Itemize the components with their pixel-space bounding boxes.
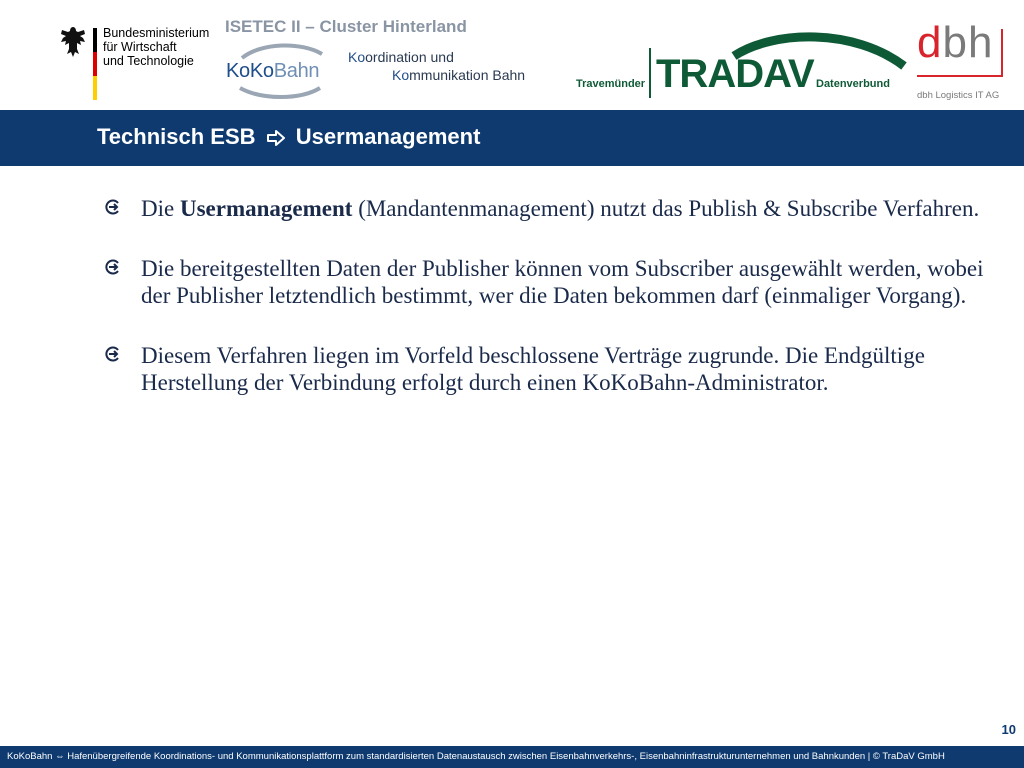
kokobahn-tagline: Koordination und Kommunikation Bahn [348, 49, 526, 83]
circled-arrow-right-icon [105, 259, 121, 275]
page-number: 10 [1001, 722, 1016, 737]
federal-eagle-icon [58, 24, 88, 60]
tradav-name: TRADAV [656, 52, 814, 96]
footer-text: KoKoBahn ⇔ Hafenübergreifende Koordinations- und Kommunikationsplattform zum standardisierten Datenaustausch zwischen Eisenbahnverkehrs-, Eisenbahninfrastrukturunternehmen und Bahnkunden | © TraDaV GmbH [7, 751, 945, 762]
kokobahn-logo: KoKoBahn [222, 40, 337, 100]
slide-body [105, 195, 1000, 429]
bmwi-name: Bundesministerium für Wirtschaft und Technologie [103, 26, 210, 68]
hollow-arrow-right-icon [266, 130, 286, 146]
bullet-item: Die Usermanagement (Mandantenmanagement) nutzt das Publish & Subscribe Verfahren. [105, 195, 1000, 222]
tradav-right-label: Datenverbund [816, 78, 890, 90]
tradav-logo [574, 30, 909, 100]
title-bar [0, 110, 1024, 166]
circled-arrow-right-icon [105, 199, 121, 215]
bullet-item: Diesem Verfahren liegen im Vorfeld beschlossene Verträge zugrunde. Die Endgültige Herstellung der Verbindung erfolgt durch einen KoKoBahn-Administrator. [105, 342, 1000, 396]
bmwi-logo [58, 24, 218, 102]
dbh-subtitle: dbh Logistics IT AG [917, 90, 1000, 101]
bullet-item: Die bereitgestellten Daten der Publisher können vom Subscriber ausgewählt werden, wobei der Publisher letztendlich bestimmt, wer die Daten bekommen darf (einmaliger Vorgang). [105, 255, 1000, 309]
tradav-left-label: Travemünder [576, 78, 646, 90]
circled-arrow-right-icon [105, 346, 121, 362]
page-title: Technisch ESB Usermanagement [97, 124, 481, 149]
german-flag-bar [93, 28, 97, 100]
footer-bar [0, 746, 1024, 768]
dbh-logo: dbh dbh Logistics IT AG [915, 26, 1015, 106]
cluster-title: ISETEC II – Cluster Hinterland [225, 17, 467, 36]
slide-header [0, 0, 1024, 110]
